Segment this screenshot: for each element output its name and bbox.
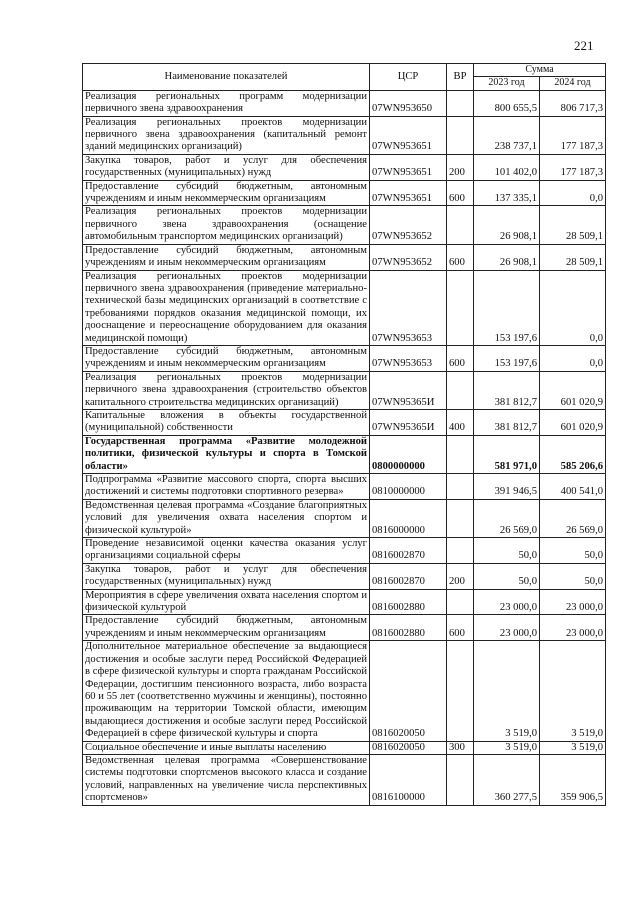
- row-csr-cell: 07WN95365И: [370, 371, 447, 409]
- table-row: [83, 741, 606, 754]
- row-amount-2024-cell: 400 541,0: [540, 474, 606, 500]
- table-row: [83, 409, 606, 435]
- row-amount-2023-cell: 101 402,0: [474, 154, 540, 180]
- row-name-cell: Мероприятия в сфере увеличения охвата населения спортом и физической культурой: [83, 589, 370, 615]
- row-amount-2024-cell: 585 206,6: [540, 435, 606, 473]
- table-body: [83, 90, 606, 805]
- row-vr-cell: [447, 90, 474, 116]
- row-amount-2024-cell: 28 509,1: [540, 206, 606, 244]
- row-name-cell: Предоставление субсидий бюджетным, автономным учреждениям и иным некоммерческим организациям: [83, 180, 370, 206]
- row-name-cell: Проведение независимой оценки качества оказания услуг организациями социальной сферы: [83, 538, 370, 564]
- row-csr-cell: 07WN953651: [370, 180, 447, 206]
- row-amount-2023-cell: 3 519,0: [474, 741, 540, 754]
- header-vr: ВР: [447, 64, 474, 91]
- header-sum: Сумма: [474, 64, 606, 77]
- header-year-2023: 2023 год: [474, 77, 540, 90]
- row-csr-cell: 07WN953651: [370, 154, 447, 180]
- row-name-cell: Реализация региональных проектов модернизации первичного звена здравоохранения (строительство объектов капитального строительства медицинских организаций): [83, 371, 370, 409]
- table-row: [83, 563, 606, 589]
- row-amount-2023-cell: 360 277,5: [474, 754, 540, 805]
- row-name-cell: Предоставление субсидий бюджетным, автономным учреждениям и иным некоммерческим организациям: [83, 244, 370, 270]
- row-amount-2023-cell: 153 197,6: [474, 270, 540, 345]
- row-amount-2023-cell: 238 737,1: [474, 116, 540, 154]
- row-amount-2024-cell: 806 717,3: [540, 90, 606, 116]
- table-row: [83, 270, 606, 345]
- row-name-cell: Ведомственная целевая программа «Совершенствование системы подготовки спортсменов высокого класса и создание условий, направленных на увеличение числа перспективных спортсменов»: [83, 754, 370, 805]
- table-row: [83, 589, 606, 615]
- row-csr-cell: 07WN95365И: [370, 409, 447, 435]
- table-row: [83, 116, 606, 154]
- row-csr-cell: 07WN953650: [370, 90, 447, 116]
- row-amount-2024-cell: 23 000,0: [540, 615, 606, 641]
- row-amount-2023-cell: 381 812,7: [474, 409, 540, 435]
- row-csr-cell: 0816020050: [370, 741, 447, 754]
- row-vr-cell: [447, 641, 474, 741]
- row-amount-2023-cell: 23 000,0: [474, 615, 540, 641]
- row-amount-2024-cell: 601 020,9: [540, 409, 606, 435]
- table-row: [83, 180, 606, 206]
- header-csr: ЦСР: [370, 64, 447, 91]
- row-csr-cell: 07WN953652: [370, 206, 447, 244]
- row-vr-cell: [447, 270, 474, 345]
- row-name-cell: Реализация региональных проектов модернизации первичного звена здравоохранения (оснащение автомобильным транспортом медицинских организаций): [83, 206, 370, 244]
- header-name: Наименование показателей: [83, 64, 370, 91]
- row-amount-2024-cell: 3 519,0: [540, 641, 606, 741]
- row-amount-2024-cell: 28 509,1: [540, 244, 606, 270]
- budget-table: [82, 63, 606, 806]
- row-vr-cell: 200: [447, 154, 474, 180]
- row-vr-cell: 400: [447, 409, 474, 435]
- row-vr-cell: [447, 116, 474, 154]
- row-amount-2024-cell: 177 187,3: [540, 154, 606, 180]
- row-vr-cell: [447, 474, 474, 500]
- table-row: [83, 754, 606, 805]
- row-amount-2024-cell: 601 020,9: [540, 371, 606, 409]
- row-csr-cell: 07WN953651: [370, 116, 447, 154]
- row-csr-cell: 0816002880: [370, 589, 447, 615]
- row-csr-cell: 07WN953653: [370, 270, 447, 345]
- row-amount-2023-cell: 581 971,0: [474, 435, 540, 473]
- row-name-cell: Предоставление субсидий бюджетным, автономным учреждениям и иным некоммерческим организациям: [83, 615, 370, 641]
- row-amount-2024-cell: 0,0: [540, 345, 606, 371]
- row-vr-cell: 600: [447, 615, 474, 641]
- table-row: [83, 538, 606, 564]
- table-row: [83, 345, 606, 371]
- row-amount-2023-cell: 381 812,7: [474, 371, 540, 409]
- page-number: 221: [574, 38, 594, 53]
- row-name-cell: Дополнительное материальное обеспечение за выдающиеся достижения и особые заслуги перед Российской Федерацией в сфере физической культуры и спорта гражданам Российской Федерации, достигшим пенсионного возраста, либо возраста 60 и 55 лет (соответственно мужчины и женщины), постоянно проживающим на территории Томской области, имеющим выдающиеся достижения и особые заслуги перед Российской Федерацией в сфере физической культуры и спорта: [83, 641, 370, 741]
- row-amount-2024-cell: 177 187,3: [540, 116, 606, 154]
- row-name-cell: Закупка товаров, работ и услуг для обеспечения государственных (муниципальных) нужд: [83, 154, 370, 180]
- table-row: [83, 435, 606, 473]
- row-name-cell: Социальное обеспечение и иные выплаты населению: [83, 741, 370, 754]
- row-amount-2024-cell: 50,0: [540, 563, 606, 589]
- row-csr-cell: 0816002870: [370, 538, 447, 564]
- table-row: [83, 641, 606, 741]
- table-row: [83, 244, 606, 270]
- row-amount-2023-cell: 23 000,0: [474, 589, 540, 615]
- row-csr-cell: 0800000000: [370, 435, 447, 473]
- row-vr-cell: [447, 499, 474, 537]
- row-amount-2024-cell: 26 569,0: [540, 499, 606, 537]
- row-amount-2023-cell: 50,0: [474, 538, 540, 564]
- row-name-cell: Капитальные вложения в объекты государственной (муниципальной) собственности: [83, 409, 370, 435]
- row-csr-cell: 0816020050: [370, 641, 447, 741]
- row-vr-cell: 600: [447, 244, 474, 270]
- row-amount-2023-cell: 3 519,0: [474, 641, 540, 741]
- row-name-cell: Предоставление субсидий бюджетным, автономным учреждениям и иным некоммерческим организациям: [83, 345, 370, 371]
- row-name-cell: Подпрограмма «Развитие массового спорта, спорта высших достижений и системы подготовки спортивного резерва»: [83, 474, 370, 500]
- row-amount-2023-cell: 137 335,1: [474, 180, 540, 206]
- row-name-cell: Реализация региональных программ модернизации первичного звена здравоохранения: [83, 90, 370, 116]
- row-vr-cell: [447, 435, 474, 473]
- row-vr-cell: [447, 589, 474, 615]
- row-name-cell: Реализация региональных проектов модернизации первичного звена здравоохранения (капитальный ремонт зданий медицинских организаций): [83, 116, 370, 154]
- row-vr-cell: 600: [447, 345, 474, 371]
- table-row: [83, 371, 606, 409]
- row-amount-2024-cell: 0,0: [540, 270, 606, 345]
- header-year-2024: 2024 год: [540, 77, 606, 90]
- row-amount-2024-cell: 0,0: [540, 180, 606, 206]
- table-row: [83, 474, 606, 500]
- row-amount-2023-cell: 800 655,5: [474, 90, 540, 116]
- row-amount-2023-cell: 153 197,6: [474, 345, 540, 371]
- table-row: [83, 154, 606, 180]
- row-csr-cell: 0816100000: [370, 754, 447, 805]
- row-vr-cell: 300: [447, 741, 474, 754]
- row-name-cell: Закупка товаров, работ и услуг для обеспечения государственных (муниципальных) нужд: [83, 563, 370, 589]
- table-row: [83, 90, 606, 116]
- row-name-cell: Реализация региональных проектов модернизации первичного звена здравоохранения (приведение материально-технической базы медицинских организаций в соответствие с требованиями порядков оказания медицинской помощи, их дооснащение и переоснащение оборудованием для оказания медицинской помощи): [83, 270, 370, 345]
- row-amount-2024-cell: 50,0: [540, 538, 606, 564]
- row-amount-2024-cell: 359 906,5: [540, 754, 606, 805]
- row-vr-cell: [447, 754, 474, 805]
- row-csr-cell: 0816002880: [370, 615, 447, 641]
- row-amount-2024-cell: 3 519,0: [540, 741, 606, 754]
- table-header: [83, 64, 606, 91]
- table-row: [83, 499, 606, 537]
- row-name-cell: Ведомственная целевая программа «Создание благоприятных условий для увеличения охвата населения спортом и физической культурой»: [83, 499, 370, 537]
- table-row: [83, 615, 606, 641]
- row-amount-2024-cell: 23 000,0: [540, 589, 606, 615]
- row-vr-cell: [447, 371, 474, 409]
- row-csr-cell: 0816002870: [370, 563, 447, 589]
- row-amount-2023-cell: 50,0: [474, 563, 540, 589]
- row-amount-2023-cell: 26 569,0: [474, 499, 540, 537]
- row-amount-2023-cell: 26 908,1: [474, 244, 540, 270]
- row-vr-cell: 200: [447, 563, 474, 589]
- row-csr-cell: 07WN953652: [370, 244, 447, 270]
- table-row: [83, 206, 606, 244]
- row-vr-cell: [447, 538, 474, 564]
- row-csr-cell: 0810000000: [370, 474, 447, 500]
- row-amount-2023-cell: 391 946,5: [474, 474, 540, 500]
- row-csr-cell: 07WN953653: [370, 345, 447, 371]
- row-vr-cell: [447, 206, 474, 244]
- row-name-cell: Государственная программа «Развитие молодежной политики, физической культуры и спорта в Томской области»: [83, 435, 370, 473]
- row-vr-cell: 600: [447, 180, 474, 206]
- row-amount-2023-cell: 26 908,1: [474, 206, 540, 244]
- row-csr-cell: 0816000000: [370, 499, 447, 537]
